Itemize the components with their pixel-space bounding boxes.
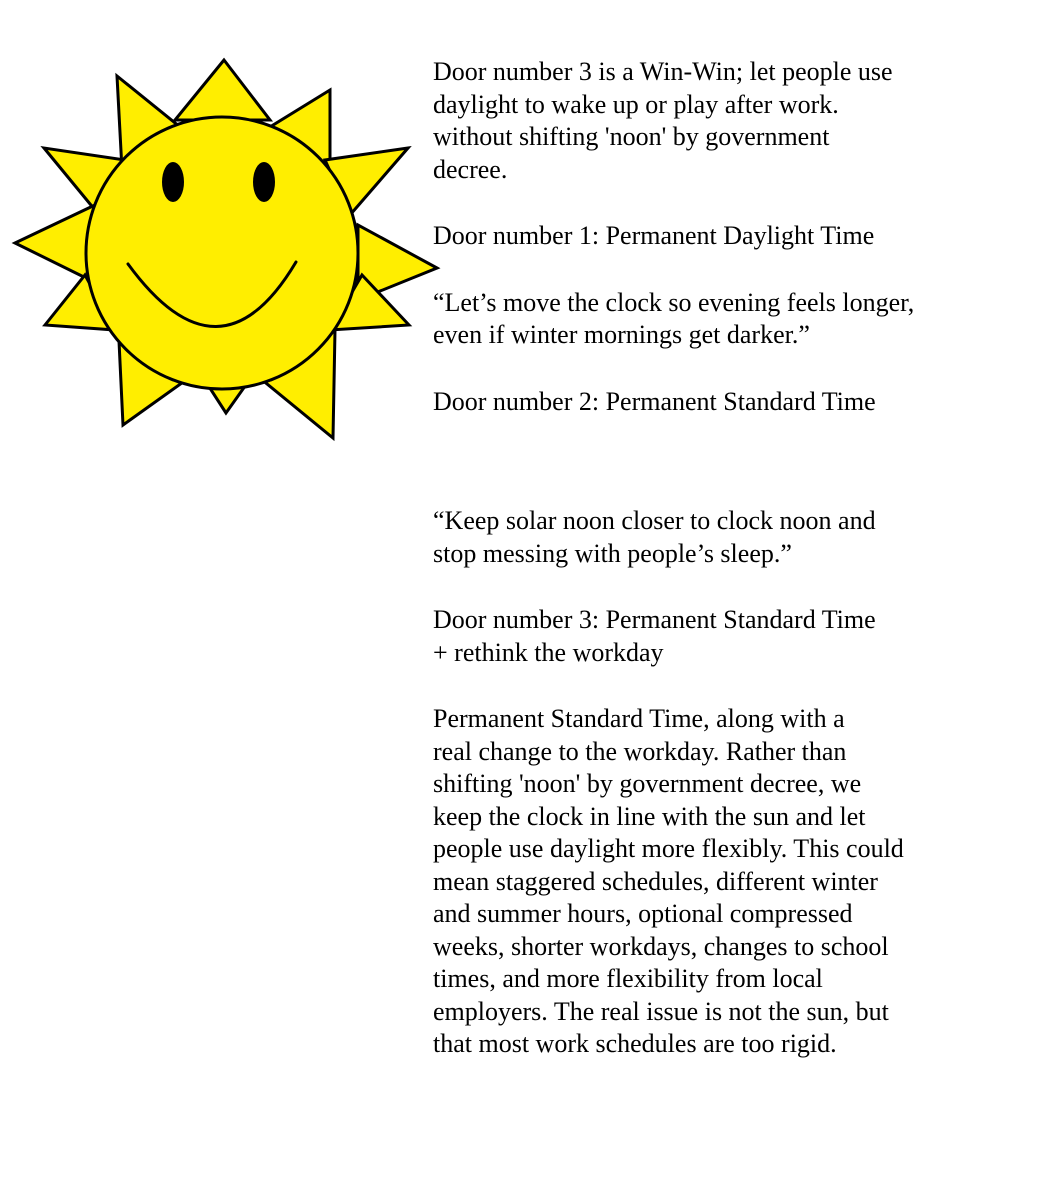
intro-paragraph: Door number 3 is a Win-Win; let people use daylight to wake up or play after work. without shifting 'noon' by government decree. [433,57,893,184]
sun-ray [15,205,95,280]
left-eye [162,162,184,202]
right-eye [253,162,275,202]
text-column [433,56,1045,1061]
sun-illustration [0,40,445,460]
door1-title: Door number 1: Permanent Daylight Time [433,221,875,250]
door1-quote: “Let’s move the clock so evening feels longer, even if winter mornings get darker.” [433,287,915,349]
door2-quote: “Keep solar noon closer to clock noon and stop messing with people’s sleep.” [433,506,876,568]
sun-ray [175,60,270,120]
door3-body: Permanent Standard Time, along with a real change to the workday. Rather than shifting 'noon' by government decree, we keep the clock in line with the sun and let people use daylight more flexibly. This could mean staggered schedules, different winter and summer hours, optional compressed weeks, shorter workdays, changes to school times, and more flexibility from local employers. The real issue is not the sun, but that most work schedules are too rigid. [433,704,904,1058]
sun-face [86,117,358,389]
door2-title: Door number 2: Permanent Standard Time [433,386,876,416]
door3-title: Door number 3: Permanent Standard Time + rethink the workday [433,605,876,667]
